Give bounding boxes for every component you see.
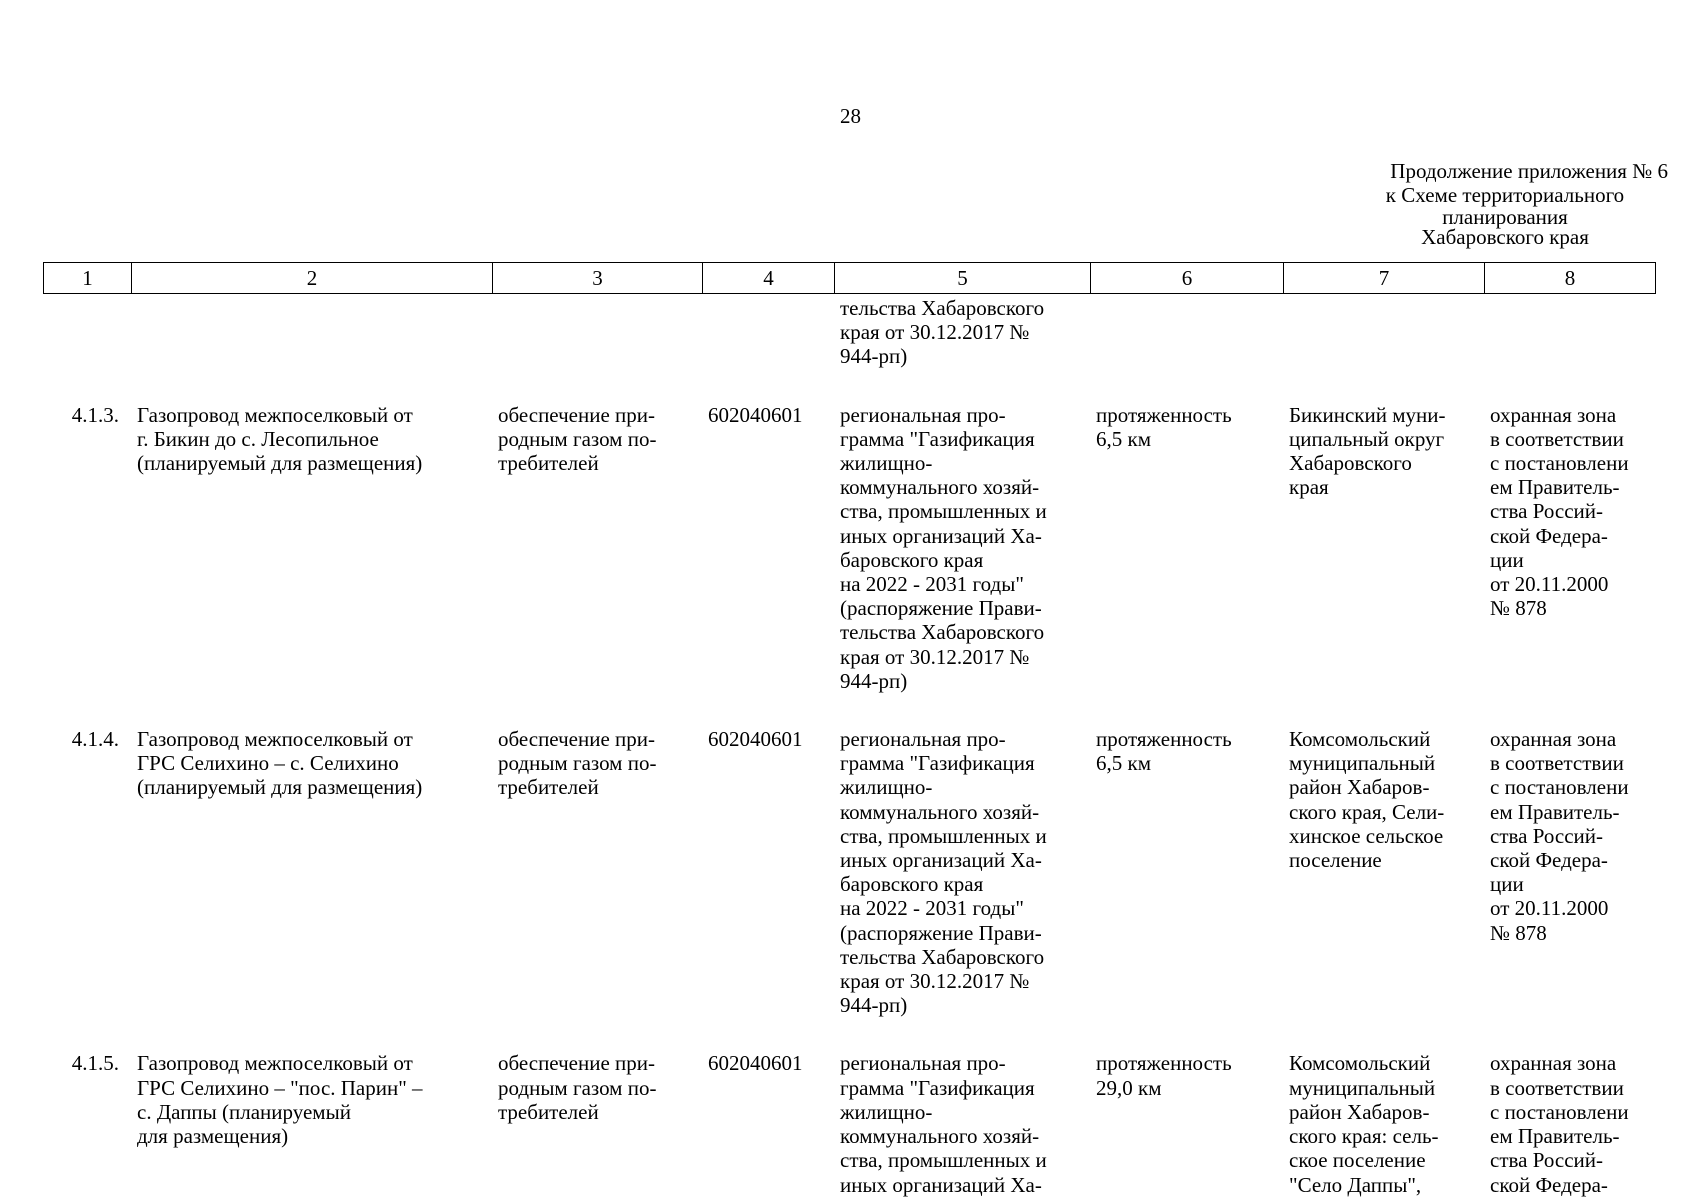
cell-location [1283,1051,1484,1196]
cell-line: ской Федера- [1490,848,1608,873]
cell-line: региональная про- [840,402,1006,427]
cell-line: 29,0 км [1096,1075,1162,1100]
cell-number: 4.1.3. [71,402,119,427]
cell-code: 602040601 [708,1051,803,1076]
cell-basis [834,1051,1090,1196]
cell-line: Хабаровского [1289,451,1412,476]
cell-line: ства, промышленных и [840,499,1047,524]
cell-location [1283,727,1484,1017]
cell-line: на 2022 - 2031 годы" [840,896,1024,921]
cell-line: № 878 [1490,596,1547,621]
cell-line: с постановлени [1490,1099,1629,1124]
cell-line: иных организаций Ха- [840,523,1042,548]
cell-line: в соответствии [1490,751,1624,776]
cell-line: 6,5 км [1096,426,1151,451]
cell-line: муниципальный [1289,1075,1436,1100]
cell-line: в соответствии [1490,1075,1624,1100]
continuation-row [43,296,1655,369]
header-cell: 3 [493,263,703,294]
cell-code: 602040601 [708,727,803,752]
cell-line: ства, промышленных и [840,823,1047,848]
cell-characteristics [1090,727,1283,1017]
table-row [43,403,1655,693]
cell-basis [834,403,1090,693]
cell-line: жилищно- [840,451,933,476]
header-cell: 4 [703,263,835,294]
cell-line: ципальный округ [1289,426,1445,451]
cell-line: родным газом по- [498,751,657,776]
cell-line: протяженность [1096,1051,1232,1076]
cell-purpose [492,727,702,1017]
cell-line: 944-рп) [840,344,908,369]
cell-zone [1484,727,1655,1017]
cell-line: поселение [1289,848,1382,873]
cell-line: хинское сельское [1289,823,1444,848]
cell-line: ГРС Селихино – с. Селихино [137,751,399,776]
cell-line: район Хабаров- [1289,775,1430,800]
cell-name [131,1051,492,1196]
cell-line: Газопровод межпоселковый от [137,727,413,752]
cell-line: протяженность [1096,402,1232,427]
cell-number: 4.1.5. [71,1051,119,1076]
cell-line: охранная зона [1490,402,1617,427]
cell-line: иных организаций Ха- [840,1172,1042,1197]
cell-line: для размещения) [137,1124,289,1149]
cell-line: в соответствии [1490,426,1624,451]
cell-line: ем Правитель- [1490,799,1620,824]
cell-purpose [492,1051,702,1196]
appendix-caption [1200,159,1701,247]
cell-line: с. Даппы (планируемый [137,1099,351,1124]
cell-name [131,727,492,1017]
cell-line: ции [1490,547,1524,572]
caption-line: планирования [1442,205,1568,229]
cell-line: ства Россий- [1490,1148,1603,1173]
cell-line: охранная зона [1490,727,1617,752]
cell-line: от 20.11.2000 [1490,896,1609,921]
cell-line: коммунального хозяй- [840,799,1040,824]
cell-line: муниципальный [1289,751,1436,776]
cell-line: № 878 [1490,920,1547,945]
cell-line: охранная зона [1490,1051,1617,1076]
cell-line: ем Правитель- [1490,1124,1620,1149]
page-number: 28 [840,104,861,128]
cell-line: Газопровод межпоселковый от [137,402,413,427]
cell-line: "Село Даппы", [1289,1172,1422,1197]
cell-line: (распоряжение Прави- [840,596,1042,621]
cell-line: требителей [498,775,599,800]
cell-location [1283,403,1484,693]
cell-zone [1484,1051,1655,1196]
cell-line: тельства Хабаровского [840,620,1045,645]
cell-zone [1484,403,1655,693]
cell-line: тельства Хабаровского [840,296,1045,320]
cell-line: с постановлени [1490,775,1629,800]
cell-line: грамма "Газификация [840,426,1035,451]
column-numbers-header [43,262,1656,294]
cell-line: ства Россий- [1490,823,1603,848]
cell-basis [834,296,1090,369]
cell-line: 944-рп) [840,993,908,1018]
cell-line: жилищно- [840,775,933,800]
cell-line: иных организаций Ха- [840,848,1042,873]
cell-line: ства, промышленных и [840,1148,1047,1173]
cell-basis [834,727,1090,1017]
cell-line: края от 30.12.2017 № [840,320,1030,345]
header-cell: 2 [132,263,493,294]
header-cell: 8 [1485,263,1656,294]
header-cell: 5 [835,263,1091,294]
cell-line: баровского края [840,547,984,572]
cell-line: грамма "Газификация [840,751,1035,776]
table-row [43,1051,1655,1196]
cell-line: баровского края [840,872,984,897]
cell-line: ское поселение [1289,1148,1426,1173]
cell-line: тельства Хабаровского [840,944,1045,969]
objects-table [43,296,1655,1197]
cell-line: края [1289,475,1329,500]
cell-line: 944-рп) [840,668,908,693]
caption-line: к Схеме территориального [1385,183,1625,207]
cell-characteristics [1090,1051,1283,1196]
cell-line: обеспечение при- [498,1051,656,1076]
cell-line: ции [1490,872,1524,897]
header-cell: 6 [1091,263,1284,294]
cell-line: ского края, Сели- [1289,799,1445,824]
cell-line: ской Федера- [1490,1172,1608,1197]
cell-line: с постановлени [1490,451,1629,476]
cell-line: ства Россий- [1490,499,1603,524]
header-cell: 1 [44,263,132,294]
caption-line: Продолжение приложения № 6 [1390,159,1668,183]
cell-line: края от 30.12.2017 № [840,644,1030,669]
cell-line: Бикинский муни- [1289,402,1446,427]
cell-line: требителей [498,1099,599,1124]
cell-line: родным газом по- [498,1075,657,1100]
cell-code: 602040601 [708,402,803,427]
cell-line: ем Правитель- [1490,475,1620,500]
cell-line: обеспечение при- [498,402,656,427]
cell-line: от 20.11.2000 [1490,572,1609,597]
cell-line: (распоряжение Прави- [840,920,1042,945]
cell-line: на 2022 - 2031 годы" [840,572,1024,597]
cell-line: региональная про- [840,1051,1006,1076]
cell-line: родным газом по- [498,426,657,451]
cell-line: требителей [498,451,599,476]
cell-line: г. Бикин до с. Лесопильное [137,426,379,451]
cell-line: ГРС Селихино – "пос. Парин" – [137,1075,423,1100]
cell-line: ского края: сель- [1289,1124,1439,1149]
cell-line: ской Федера- [1490,523,1608,548]
cell-line: грамма "Газификация [840,1075,1035,1100]
cell-line: коммунального хозяй- [840,475,1040,500]
cell-line: Комсомольский [1289,727,1431,752]
cell-line: региональная про- [840,727,1006,752]
cell-line: (планируемый для размещения) [137,775,423,800]
cell-line: обеспечение при- [498,727,656,752]
caption-line: Хабаровского края [1421,225,1589,249]
cell-line: Комсомольский [1289,1051,1431,1076]
cell-name [131,403,492,693]
cell-line: коммунального хозяй- [840,1124,1040,1149]
cell-line: жилищно- [840,1099,933,1124]
cell-line: район Хабаров- [1289,1099,1430,1124]
cell-number: 4.1.4. [71,727,119,752]
cell-characteristics [1090,403,1283,693]
cell-line: 6,5 км [1096,751,1151,776]
table-row [43,727,1655,1017]
cell-line: Газопровод межпоселковый от [137,1051,413,1076]
cell-line: протяженность [1096,727,1232,752]
cell-line: (планируемый для размещения) [137,451,423,476]
cell-line: края от 30.12.2017 № [840,969,1030,994]
header-cell: 7 [1284,263,1485,294]
cell-purpose [492,403,702,693]
